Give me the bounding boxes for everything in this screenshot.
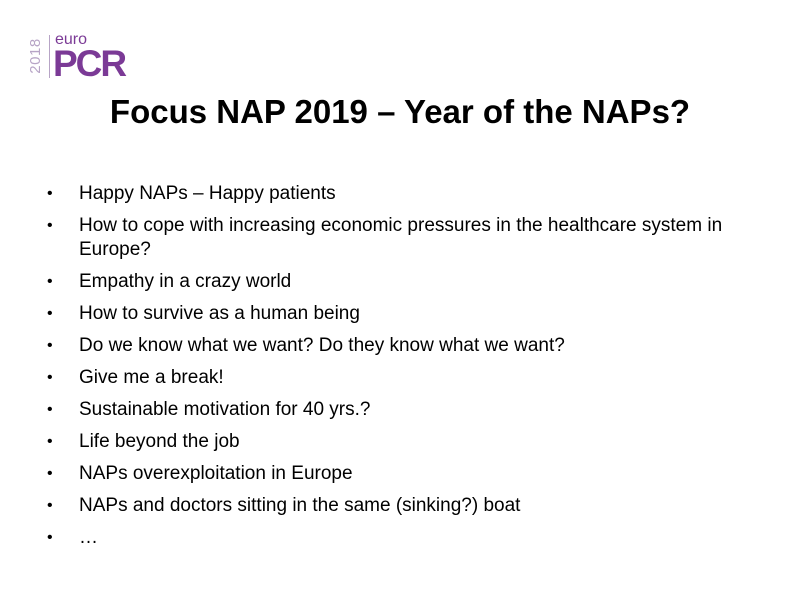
- bullet-dot: •: [47, 433, 53, 450]
- bullet-text: Do we know what we want? Do they know what we want?: [79, 335, 565, 356]
- slide-title: Focus NAP 2019 – Year of the NAPs?: [109, 93, 691, 130]
- logo-year-text: 2018: [27, 38, 44, 74]
- logo-pcr-text: PCR: [53, 43, 126, 84]
- bullet-dot: •: [47, 273, 53, 290]
- bullet-item: [44, 302, 764, 326]
- bullet-text: Sustainable motivation for 40 yrs.?: [79, 399, 371, 420]
- bullet-item: [44, 526, 764, 550]
- bullet-text: NAPs and doctors sitting in the same (sinking?) boat: [79, 495, 521, 516]
- bullet-list: [44, 182, 764, 558]
- bullet-text: How to survive as a human being: [79, 303, 360, 324]
- bullet-dot: •: [47, 369, 53, 386]
- bullet-dot: •: [47, 529, 53, 546]
- bullet-item: [44, 270, 764, 294]
- bullet-item: [44, 182, 764, 206]
- bullet-dot: •: [47, 305, 53, 322]
- logo-divider: [49, 35, 50, 78]
- bullet-dot: •: [47, 217, 53, 234]
- bullet-text: Life beyond the job: [79, 431, 240, 452]
- bullet-item: [44, 366, 764, 390]
- bullet-text: Happy NAPs – Happy patients: [79, 183, 336, 204]
- bullet-dot: •: [47, 185, 53, 202]
- bullet-item: [44, 494, 764, 518]
- bullet-item: [44, 398, 764, 422]
- bullet-text: NAPs overexploitation in Europe: [79, 463, 353, 484]
- logo-euro-text: euro: [55, 31, 88, 48]
- bullet-text: …: [79, 527, 98, 548]
- bullet-text: Give me a break!: [79, 367, 224, 388]
- bullet-item: [44, 430, 764, 454]
- bullet-dot: •: [47, 497, 53, 514]
- europcr-logo: [26, 32, 138, 82]
- bullet-dot: •: [47, 337, 53, 354]
- bullet-text: Empathy in a crazy world: [79, 271, 292, 292]
- bullet-dot: •: [47, 465, 53, 482]
- bullet-item: [44, 462, 764, 486]
- bullet-item: [44, 214, 764, 262]
- bullet-item: [44, 334, 764, 358]
- bullet-dot: •: [47, 401, 53, 418]
- logo-year: [26, 32, 46, 82]
- bullet-text: How to cope with increasing economic pressures in the healthcare system in Europe?: [79, 215, 723, 260]
